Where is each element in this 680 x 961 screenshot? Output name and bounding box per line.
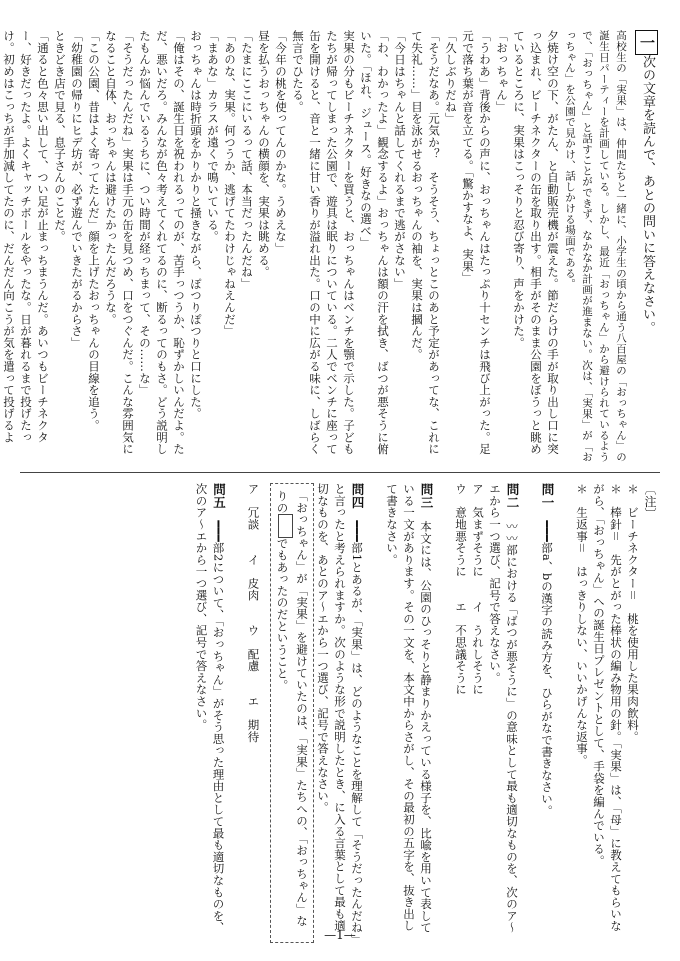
story-paragraph: 「そうだなあ。元気か？ そうそう、ちょっとこのあと予定があってな、これにて失礼……」目を泳がせるおっちゃんの袖を、実果は摑んだ。 bbox=[410, 30, 441, 455]
story-paragraph: 「今年の桃を使ってんのかな。うめえな」 bbox=[274, 30, 288, 255]
story-paragraph: 「この公園、昔はよく寄ってたんだ」顔を上げたおっちゃんの目線を追う。 bbox=[87, 30, 101, 432]
story-paragraph: 「通ると色々思い出して、つい足が止まっちまうんだ。あいつもビーチネクター、好きだったよ。よくキャッチボールをやったな。日が暮れるまで投げたっけ。初めはこっちが手加減してたのに、だんだん向こうが気を遣って投げるよ bbox=[2, 30, 50, 443]
story-paragraph: 実果の分もビーチネクターを買うと、おっちゃんはベンチを顎で示した。子どもたちが帰ってしまった公園で、遊具は眠りについている。二人でベンチに座って缶を開けると、音と一緒に甘い香りが溢れ出た。口の中に広がる味に、しばらく無言でひたる。 bbox=[291, 30, 356, 455]
note-item: ＊ ビーチネクター＝ 桃を使用した果肉飲料。 bbox=[626, 483, 640, 743]
story-paragraph: 「あのな、実果。何つうか、逃げてたわけじゃねえんだ」 bbox=[223, 30, 237, 337]
story-paragraph: 「おっちゃん」 bbox=[495, 30, 509, 113]
story-paragraph: 「たまにここにいるって話、本当だったんだね」 bbox=[240, 30, 254, 290]
question-text: 部における「ばつが悪そうに」の意味として最も適切なものを、次のア〜エから一つ選び、記号で答えなさい。 bbox=[488, 483, 519, 934]
question-text: 部a、bの漢字の読み方を、ひらがなで書きなさい。 bbox=[540, 542, 554, 817]
story-paragraph: 「そうだったんだね」実果は手元の缶を見つめ、口をつぐんだ。こんな雰囲気になること自体、おっちゃんは避けたかったんだろうな。 bbox=[104, 30, 135, 455]
story-paragraph: ときどき店で見る、息子さんのことだ。 bbox=[53, 30, 67, 243]
story-paragraph: 「久しぶりだね」 bbox=[444, 30, 458, 125]
question-number-box: 一 bbox=[635, 30, 658, 55]
question-label: 問二 bbox=[505, 483, 520, 509]
explanation-text: でもあったのだということ。 bbox=[275, 537, 290, 692]
question-text: 部1とあるが、「実果」は、どのようなことを理解して「そうだったんだね」と言ったと考えられますか。次のような形で説明したとき、に入る言葉として最も適切なものを、あとのア〜エから一つ選び、記号で答えなさい。 bbox=[316, 483, 364, 940]
note-item: ＊ 棒針＝ 先がとがった棒状の編み物用の針。「実果」は、「母」に教えてもらいながら、「おっちゃん」への誕生日プレゼントとして、手袋を編んでいる。 bbox=[592, 483, 623, 932]
question-label: 問三 bbox=[419, 483, 434, 509]
story-paragraph: 昼を払うおっちゃんの横顔を、実果は眺める。 bbox=[257, 30, 271, 278]
question-label: 問五 bbox=[211, 483, 227, 509]
choices-row: ア 気まずそうに イ うれしそうに bbox=[471, 483, 485, 696]
story-paragraph: 「わ、わかったよ」観念するよ」おっちゃんは額の汗を拭き、ばつが悪そうに俯いた。「ほれ、ジュース。好きなの選べ」 bbox=[359, 30, 390, 455]
story-paragraph: 夕焼け空の下、がたん、と自動販売機が震えた。節だらけの手が取り出し口に突っ込まれ、ビーチネクターの缶を取り出す。相手がそのまま公園をぼうっと眺めているところに、実果はこっそりと忍び寄り、声をかけた。 bbox=[512, 30, 560, 455]
choices-row: ウ 意地悪そうに エ 不思議そうに bbox=[454, 483, 468, 696]
question-text: 部2について、「おっちゃん」がそう思った理由として最も適切なものを、次のア〜エから一つ選び、記号で答えなさい。 bbox=[194, 483, 226, 934]
explanation-box bbox=[270, 483, 315, 943]
story-paragraph: おっちゃんは時折頭をかりかりと掻きながら、ぽつりぽつりと口にした。 bbox=[189, 30, 203, 420]
reading-passage bbox=[2, 30, 658, 465]
question-text: 本文には、公園のひっそりと静まりかえっている様子を、比喩を用いて表している一文があります。その一文を、本文中からさがし、その最初の五字を、抜き出して書きなさい。 bbox=[385, 483, 433, 934]
notes-label: 〔注〕 bbox=[643, 483, 657, 520]
question-label: 問一 bbox=[540, 483, 555, 509]
question-label: 問四 bbox=[350, 483, 365, 509]
instruction-text: 次の文章を読んで、あとの問いに答えなさい。 bbox=[640, 55, 655, 335]
story-paragraph: 「幼稚園の帰りにヒデ坊が、必ず遊んでいきたがるからさ」 bbox=[70, 30, 84, 349]
story-paragraph: 「まあな」カラスが遠くで鳴いている。 bbox=[206, 30, 220, 243]
intro-text: 高校生の「実果」は、仲間たちと一緒に、小学生の頃から通う八百屋の「おっちゃん」の誕生日パーティーを計画している。しかし、最近「おっちゃん」から避けられているようで、「おっちゃん」と話すことができず、なかなか計画が進まない。次は、「実果」が「おっちゃん」を公園で見かけ、話しかける場面である。 bbox=[564, 30, 627, 463]
explanation-text: 「おっちゃん」が「実果」を避けていたのは、「実果」たちへの、「おっちゃん」なりの bbox=[275, 490, 309, 927]
section-divider bbox=[20, 472, 660, 473]
choices-row: ア 冗談 イ 皮肉 ウ 配慮 エ 期待 bbox=[246, 483, 261, 743]
note-item: ＊ 生返事＝ はっきりしない、いいかげんな返事。 bbox=[575, 483, 589, 767]
questions-section: 〔注〕 ＊ ビーチネクター＝ 桃を使用した果肉飲料。 ＊ 棒針＝ 先がとがった棒状の編み物用の針。「実果」は、「母」に教えてもらいながら、「おっちゃん」への誕生日プレゼントとして、手袋を編んでいる。 ＊ 生返事＝ はっきりしない、いいかげんな返事。 問一 ━━━部a、bの漢字の読み方を、ひらがなで書きなさい。 問二 〰〰部における「ばつが悪そうに」の意味として最も適切なものを、次のア〜エから一つ選び、記号で答えなさい。 ア 気まずそうに イ うれしそうに ウ 意地悪そうに エ 不思議そうに 問三 本文には、公園のひっそりと静まりかえっている様子を、比喩を用いて表している一文があります。その一文を、本文中からさがし、その最初の五字を、抜き出して書きなさい。 問四 ━━━部1とあるが、「実果」は、どのようなことを理解して「そうだったんだね」と言ったと考えられますか。次のような形で説明したとき、に入る言葉として最も適切なものを、あとのア〜エから一つ選び、記号で答えなさい。 「おっちゃん」が「実果」を避けていたのは、「実果」たちへの、「おっちゃん」なりのでもあったのだということ。 ア 冗談 イ 皮肉 ウ 配慮 エ 期待 問五 ━━━部2について、「おっちゃん」がそう思った理由として最も適切なものを、次のア〜エから一つ選び、記号で答えなさい。 bbox=[38, 483, 658, 943]
story-paragraph: 「俺はその、誕生日を祝われるってのが、苦手っつうか、恥ずかしいんだよ。ただ、悪いだろ。みんなが色々考えてくれてるのに、断るってのもさ。どう説明したもんか悩んでいるうちに、つい時間が経っちまって、その……な」 bbox=[138, 30, 186, 455]
answer-blank[interactable] bbox=[278, 514, 293, 538]
story-paragraph: 「うわあ」背後からの声に、おっちゃんはたっぷり十センチは飛び上がった。足元で落ち葉が音を立てる。「驚かすなよ、実果」 bbox=[461, 30, 492, 455]
story-paragraph: 「今日はちゃんと話してくれるまで逃がさない」 bbox=[393, 30, 407, 290]
page-number: —1— bbox=[324, 928, 356, 942]
